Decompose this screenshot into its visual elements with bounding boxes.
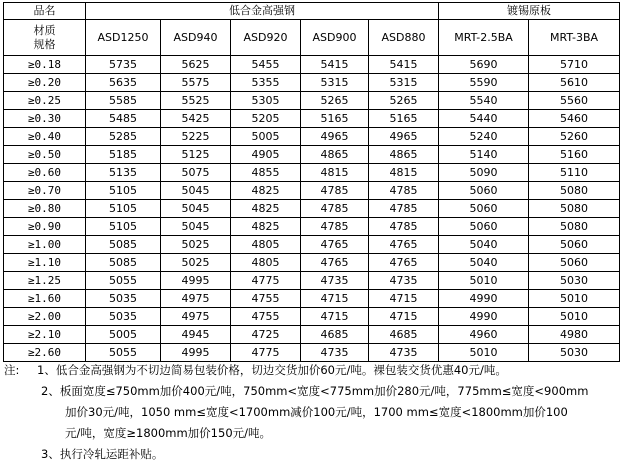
price-cell: 5035 [86, 308, 161, 326]
note-1 [4, 360, 620, 381]
price-cell: 5010 [439, 344, 529, 362]
spec-cell: ≥1.10 [4, 254, 86, 272]
price-cell: 5045 [161, 218, 231, 236]
price-cell: 5110 [529, 164, 620, 182]
grade-header: ASD900 [301, 20, 369, 56]
price-cell: 5085 [86, 254, 161, 272]
price-cell: 5105 [86, 200, 161, 218]
price-cell: 5005 [86, 326, 161, 344]
price-cell: 5080 [529, 200, 620, 218]
price-cell: 5710 [529, 56, 620, 74]
table-row [4, 182, 620, 200]
table-row [4, 272, 620, 290]
price-cell: 4715 [301, 308, 369, 326]
table-row [4, 128, 620, 146]
spec-cell: ≥2.10 [4, 326, 86, 344]
price-cell: 5055 [86, 344, 161, 362]
price-cell: 5040 [439, 236, 529, 254]
table-row [4, 308, 620, 326]
price-cell: 4905 [231, 146, 301, 164]
price-cell: 5205 [231, 110, 301, 128]
price-cell: 5135 [86, 164, 161, 182]
price-cell: 5185 [86, 146, 161, 164]
spec-cell: ≥0.30 [4, 110, 86, 128]
spec-cell: ≥0.60 [4, 164, 86, 182]
price-cell: 4975 [161, 308, 231, 326]
price-cell: 5585 [86, 92, 161, 110]
table-row [4, 326, 620, 344]
price-cell: 4825 [231, 200, 301, 218]
table-row [4, 92, 620, 110]
note-2-line-2: 加价30元/吨，1050 mm≤宽度<1700mm减价100元/吨，1700 mm≤宽度<1800mm加价100 [65, 405, 568, 419]
price-cell: 4815 [369, 164, 439, 182]
group-header-hsla: 低合金高强钢 [86, 3, 439, 20]
price-cell: 4765 [369, 236, 439, 254]
price-cell: 5035 [86, 290, 161, 308]
price-cell: 4765 [301, 254, 369, 272]
price-cell: 4785 [301, 182, 369, 200]
price-cell: 5160 [529, 146, 620, 164]
price-cell: 5075 [161, 164, 231, 182]
price-cell: 5040 [439, 254, 529, 272]
table-row [4, 200, 620, 218]
grade-header: MRT-2.5BA [439, 20, 529, 56]
table-row [4, 236, 620, 254]
table-row [4, 110, 620, 128]
spec-cell: ≥0.50 [4, 146, 86, 164]
price-cell: 4685 [301, 326, 369, 344]
price-cell: 4785 [369, 200, 439, 218]
spec-cell: ≥1.60 [4, 290, 86, 308]
price-cell: 5080 [529, 218, 620, 236]
price-cell: 4855 [231, 164, 301, 182]
price-cell: 5060 [439, 218, 529, 236]
price-cell: 4990 [439, 290, 529, 308]
price-cell: 5690 [439, 56, 529, 74]
price-cell: 4815 [301, 164, 369, 182]
price-cell: 4785 [369, 218, 439, 236]
price-cell: 4735 [301, 344, 369, 362]
price-cell: 5060 [529, 254, 620, 272]
grade-header: ASD920 [231, 20, 301, 56]
price-cell: 5455 [231, 56, 301, 74]
grade-header: ASD1250 [86, 20, 161, 56]
price-cell: 5005 [231, 128, 301, 146]
spec-cell: ≥2.60 [4, 344, 86, 362]
price-cell: 5265 [369, 92, 439, 110]
price-cell: 4715 [369, 290, 439, 308]
price-cell: 5315 [369, 74, 439, 92]
table-row [4, 218, 620, 236]
price-cell: 5625 [161, 56, 231, 74]
price-cell: 5415 [301, 56, 369, 74]
price-cell: 5055 [86, 272, 161, 290]
spec-cell: ≥1.25 [4, 272, 86, 290]
price-cell: 5355 [231, 74, 301, 92]
price-cell: 5165 [301, 110, 369, 128]
price-cell: 5590 [439, 74, 529, 92]
price-cell: 5045 [161, 182, 231, 200]
price-cell: 5610 [529, 74, 620, 92]
spec-cell: ≥1.00 [4, 236, 86, 254]
grade-header: ASD880 [369, 20, 439, 56]
spec-cell: ≥0.80 [4, 200, 86, 218]
price-cell: 5025 [161, 254, 231, 272]
price-cell: 5425 [161, 110, 231, 128]
price-cell: 5305 [231, 92, 301, 110]
price-cell: 4785 [301, 218, 369, 236]
price-cell: 4755 [231, 308, 301, 326]
spec-cell: ≥0.90 [4, 218, 86, 236]
notes-section [4, 360, 620, 465]
price-cell: 4735 [301, 272, 369, 290]
price-cell: 4735 [369, 272, 439, 290]
price-cell: 5105 [86, 182, 161, 200]
price-cell: 5125 [161, 146, 231, 164]
price-cell: 4685 [369, 326, 439, 344]
spec-cell: ≥0.40 [4, 128, 86, 146]
table-row [4, 290, 620, 308]
price-cell: 5240 [439, 128, 529, 146]
price-cell: 5560 [529, 92, 620, 110]
price-cell: 4995 [161, 272, 231, 290]
table-row [4, 146, 620, 164]
price-cell: 5415 [369, 56, 439, 74]
spec-header-line1: 材质 [33, 23, 56, 37]
price-cell: 5080 [529, 182, 620, 200]
spec-header-line2: 规格 [33, 37, 56, 51]
price-cell: 5485 [86, 110, 161, 128]
price-cell: 5315 [301, 74, 369, 92]
price-cell: 5140 [439, 146, 529, 164]
price-cell: 5540 [439, 92, 529, 110]
price-cell: 5060 [439, 200, 529, 218]
price-cell: 5030 [529, 272, 620, 290]
table-row [4, 74, 620, 92]
price-cell: 4735 [369, 344, 439, 362]
price-cell: 4805 [231, 236, 301, 254]
price-cell: 5030 [529, 344, 620, 362]
note-2-line-1: 2、板面宽度≤750mm加价400元/吨，750mm<宽度<775mm加价280元/吨，775mm≤宽度<900mm [41, 384, 589, 398]
price-cell: 4785 [369, 182, 439, 200]
price-cell: 4825 [231, 182, 301, 200]
price-cell: 5260 [529, 128, 620, 146]
price-cell: 4995 [161, 344, 231, 362]
note-1-text: 1、低合金高强钢为不切边简易包装价格，切边交货加价60元/吨。裸包装交货优惠40元/吨。 [37, 363, 507, 377]
price-cell: 4805 [231, 254, 301, 272]
price-cell: 4775 [231, 344, 301, 362]
price-cell: 4975 [161, 290, 231, 308]
grade-header: ASD940 [161, 20, 231, 56]
spec-cell: ≥0.70 [4, 182, 86, 200]
spec-cell: ≥2.00 [4, 308, 86, 326]
grade-header-row [4, 20, 620, 56]
note-3: 3、执行冷轧运距补贴。 [41, 447, 164, 461]
price-cell: 5010 [529, 290, 620, 308]
price-cell: 4980 [529, 326, 620, 344]
price-cell: 5440 [439, 110, 529, 128]
price-cell: 4965 [369, 128, 439, 146]
price-cell: 4865 [369, 146, 439, 164]
price-cell: 4785 [301, 200, 369, 218]
price-cell: 4960 [439, 326, 529, 344]
price-cell: 5225 [161, 128, 231, 146]
note-2-line-3: 元/吨，宽度≥1800mm加价150元/吨。 [65, 426, 272, 440]
spec-cell: ≥0.20 [4, 74, 86, 92]
price-cell: 4715 [301, 290, 369, 308]
price-cell: 5010 [529, 308, 620, 326]
price-cell: 5085 [86, 236, 161, 254]
price-table [3, 2, 620, 362]
price-cell: 4765 [301, 236, 369, 254]
product-name-header: 品名 [4, 3, 86, 20]
price-cell: 5285 [86, 128, 161, 146]
spec-header [4, 20, 86, 56]
price-cell: 5045 [161, 200, 231, 218]
table-row [4, 164, 620, 182]
price-cell: 5265 [301, 92, 369, 110]
price-cell: 5575 [161, 74, 231, 92]
price-cell: 4765 [369, 254, 439, 272]
table-row [4, 254, 620, 272]
price-cell: 4755 [231, 290, 301, 308]
price-cell: 5060 [439, 182, 529, 200]
price-cell: 5165 [369, 110, 439, 128]
notes-prefix: 注: [4, 363, 20, 377]
table-header-row [4, 3, 620, 20]
price-cell: 5090 [439, 164, 529, 182]
price-cell: 5635 [86, 74, 161, 92]
price-cell: 4715 [369, 308, 439, 326]
price-cell: 4865 [301, 146, 369, 164]
price-cell: 4965 [301, 128, 369, 146]
spec-cell: ≥0.25 [4, 92, 86, 110]
price-cell: 5105 [86, 218, 161, 236]
price-cell: 5025 [161, 236, 231, 254]
price-cell: 4945 [161, 326, 231, 344]
price-cell: 5460 [529, 110, 620, 128]
price-cell: 4990 [439, 308, 529, 326]
price-cell: 5735 [86, 56, 161, 74]
price-cell: 4775 [231, 272, 301, 290]
grade-header: MRT-3BA [529, 20, 620, 56]
price-cell: 4825 [231, 218, 301, 236]
price-cell: 5010 [439, 272, 529, 290]
group-header-tinplate: 镀锡原板 [439, 3, 620, 20]
price-cell: 5525 [161, 92, 231, 110]
price-cell: 5060 [529, 236, 620, 254]
table-row [4, 344, 620, 362]
table-row [4, 56, 620, 74]
price-cell: 4725 [231, 326, 301, 344]
spec-cell: ≥0.18 [4, 56, 86, 74]
